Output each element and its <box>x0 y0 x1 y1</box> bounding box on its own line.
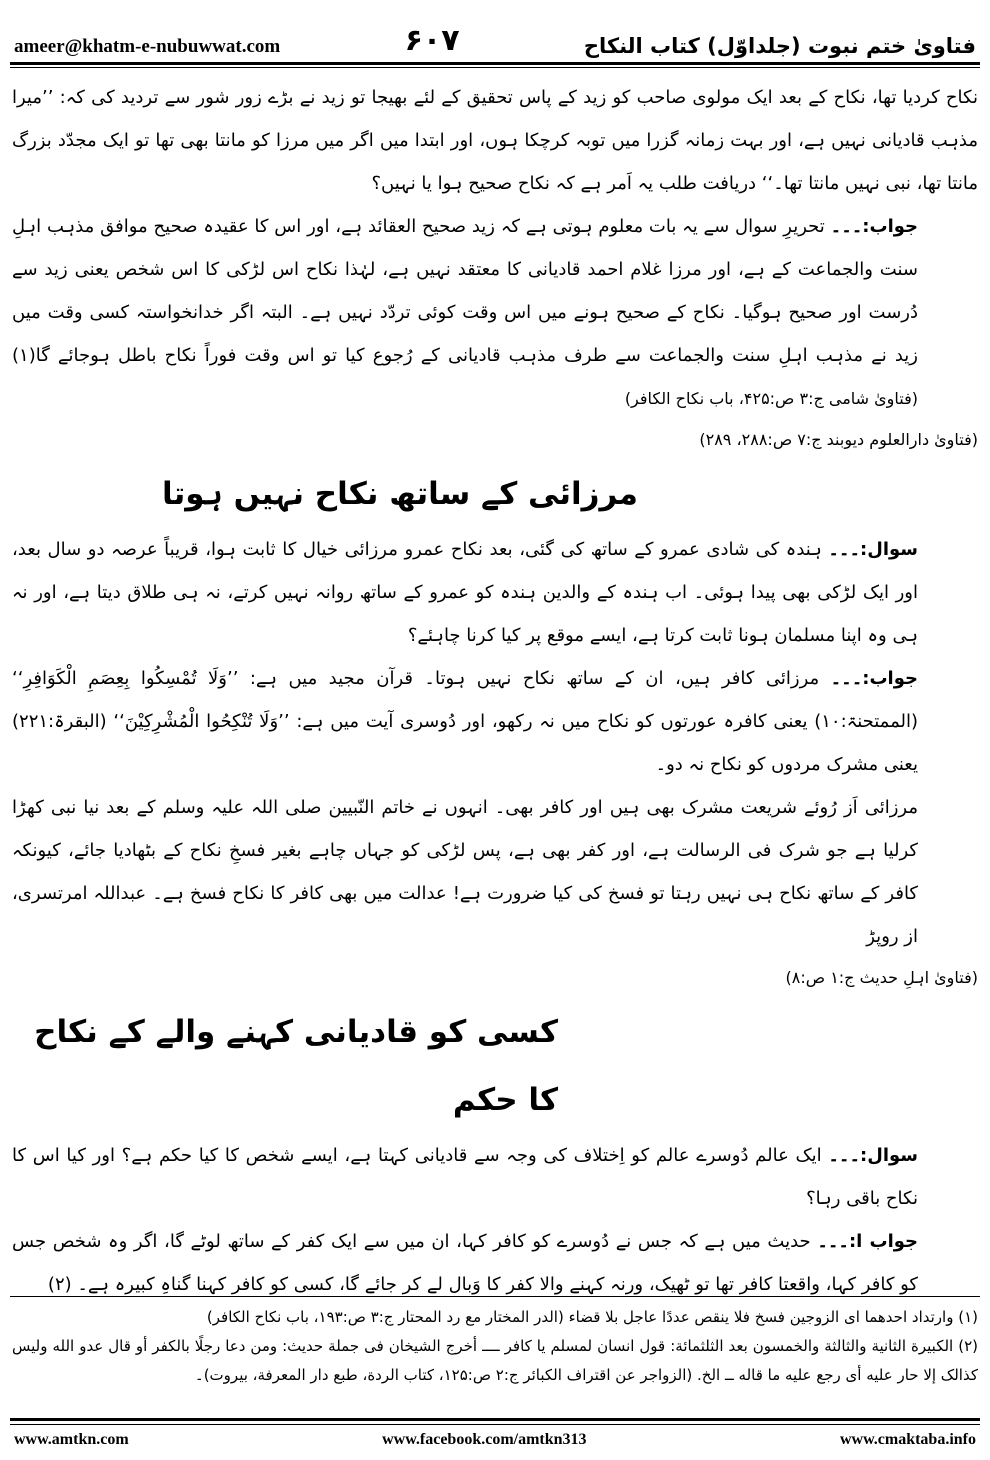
answer-text: مرزائی کافر ہیں، ان کے ساتھ نکاح نہیں ہوتا۔ قرآن مجید میں ہے: ’’وَلَا تُمْسِكُوا بِعِصَمِ الْكَوَافِرِ‘‘ (الممتحنۃ:۱۰) یعنی کافرہ عورتوں کو نکاح میں نہ رکھو، اور دُوسری آیت میں ہے: ’’وَلَا تُنْكِحُوا الْمُشْرِكِيْنَ‘‘ (البقرۃ:۲۲۱) یعنی مشرک مردوں کو نکاح نہ دو۔ <box>12 668 918 775</box>
section-2-question <box>12 528 978 657</box>
header-rule <box>10 62 980 65</box>
answer-text: حدیث میں ہے کہ جس نے دُوسرے کو کافر کہا، ان میں سے ایک کفر کے ساتھ لوٹے گا، اگر وہ شخص جس کو کافر کہا، واقعتا کافر تھا تو ٹھیک، ورنہ کہنے والا کفر کا وَبال لے کر جائے گا، کسی کو کافر کہنا گناہِ کبیرہ ہے۔ (۲) <box>12 1231 918 1295</box>
footnotes <box>12 1303 978 1390</box>
section-1-answer <box>12 205 978 420</box>
section-3-answer <box>12 1220 978 1306</box>
answer-label: جواب:۔۔۔ <box>830 668 918 689</box>
section-heading: مرزائی کے ساتھ نکاح نہیں ہوتا <box>161 476 638 512</box>
footer-link-amtkn[interactable]: www.amtkn.com <box>14 1431 129 1448</box>
section-2-reference: (فتاویٰ اہلِ حدیث ج:۱ ص:۸) <box>785 968 978 987</box>
section-2-answer-continued: مرزائی اَز رُوئے شریعت مشرک بھی ہیں اور کافر بھی۔ انہوں نے خاتم النّبیین صلی اللہ علیہ وسلم کے بعد نیا نبی کھڑا کرلیا ہے جو شرک فی الرسالت ہے، اور کفر بھی ہے، پس لڑکی کو جہاں چاہے بغیر فسخِ نکاح کے بٹھادیا جائے، کیونکہ کافر کے ساتھ نکاح ہی نہیں رہتا تو فسخ کی کیا ضرورت ہے! عدالت میں بھی کافر کا نکاح فسخ ہے۔ عبداللہ امرتسری، از روپڑ <box>12 797 918 947</box>
section-heading: کسی کو قادیانی کہنے والے کے نکاح کا حکم <box>34 1014 558 1118</box>
footer-link-cmaktaba[interactable]: www.cmaktaba.info <box>839 1431 976 1448</box>
footer-link-facebook[interactable]: www.facebook.com/amtkn313 <box>382 1431 587 1448</box>
citation: (فتاویٰ شامی ج:۳ ص:۴۲۵، باب نکاح الکافر) <box>624 389 918 408</box>
question-text: ہندہ کی شادی عمرو کے ساتھ کی گئی، بعد نکاح عمرو مرزائی خیال کا ثابت ہوا، قریباً عرصہ دو سال بعد، اور ایک لڑکی بھی پیدا ہوئی۔ اب ہندہ کے والدین ہندہ کو عمرو کے ساتھ روانہ نہیں کرتے، نہ ہی طلاق دیتا ہے، اور نہ ہی وہ اپنا مسلمان ہونا ثابت کرتا ہے، ایسے موقع پر کیا کرنا چاہئے؟ <box>12 539 918 646</box>
question-text: ایک عالم دُوسرے عالم کو اِختلاف کی وجہ سے قادیانی کہتا ہے، ایسے شخص کا کیا حکم ہے؟ اور کیا اس کا نکاح باقی رہا؟ <box>12 1145 918 1209</box>
section-2-answer <box>12 657 978 786</box>
footer-rule <box>10 1418 980 1421</box>
question-label: سوال:۔۔۔ <box>828 539 918 560</box>
book-title: فتاویٰ ختم نبوت (جلداوّل) کتاب النکاح <box>583 34 976 58</box>
main-text <box>12 76 978 1306</box>
page-number: ۶۰۷ <box>404 23 460 58</box>
answer-label: جواب:۔۔۔ <box>830 216 918 237</box>
answer-label: جواب ا:۔۔۔ <box>817 1231 918 1252</box>
answer-text: تحریرِ سوال سے یہ بات معلوم ہوتی ہے کہ زید صحیح العقائد ہے، اور اس کا عقیدہ صحیح موافق مذہب اہلِ سنت والجماعت کے ہے، اور مرزا غلام احمد قادیانی کا معتقد نہیں ہے، لہٰذا نکاح اس لڑکی کا اس شخص یعنی زید سے دُرست اور صحیح ہوگیا۔ نکاح کے صحیح ہونے میں اس وقت کوئی تردّد نہیں ہے۔ البتہ اگر خدانخواستہ کسی وقت میں زید نے مذہب اہلِ سنت والجماعت سے طرف مذہب قادیانی کے رُجوع کیا تو اس وقت فوراً نکاح باطل ہوجائے گا(۱) <box>12 216 918 366</box>
question-label: سوال:۔۔۔ <box>828 1145 918 1166</box>
header-email[interactable]: ameer@khatm-e-nubuwwat.com <box>14 36 281 57</box>
header-rule-thin <box>10 67 980 68</box>
section-3-question <box>12 1134 978 1220</box>
footer-rule-thin <box>10 1424 980 1425</box>
footnote-2: (۲) الکبیرة الثانیة والثالثة والخمسون بعد الثلثمائة: قول انسان لمسلم یا کافر ــــ أخرج الشیخان فی جملة حدیث: ومن دعا رجلًا بالکفر أو قال عدو الله ولیس کذالک إلا حار علیه أی رجع علیه ما قاله ــ الخ. (الزواجر عن اقتراف الکبائر ج:۲ ص:۱۲۵، کتاب الردة، طبع دار المعرفة، بیروت)۔ <box>12 1337 978 1384</box>
section-1-reference: (فتاویٰ دارالعلوم دیوبند ج:۷ ص:۲۸۸، ۲۸۹) <box>699 430 978 449</box>
footnote-1: (۱) وارتداد احدهما ای الزوجین فسخ فلا ینقص عددًا عاجل بلا قضاء (الدر المختار مع رد المحتار ج:۳ ص:۱۹۳، باب نکاح الکافر) <box>206 1308 978 1326</box>
page-header <box>14 22 976 58</box>
section-1-intro: نکاح کردیا تھا، نکاح کے بعد ایک مولوی صاحب کو زید کے پاس تحقیق کے لئے بھیجا تو زید نے بڑے زور شور سے تردید کی کہ: ’’میرا مذہب قادیانی نہیں ہے، اور بہت زمانہ گزرا میں توبہ کرچکا ہوں، اور ابتدا میں اگر میں مرزا کو مانتا بھی تھا تو ایک مجدّد بزرگ مانتا تھا، نبی نہیں مانتا تھا۔‘‘ دریافت طلب یہ اَمر ہے کہ نکاح صحیح ہوا یا نہیں؟ <box>12 87 978 194</box>
page-footer <box>14 1428 976 1452</box>
footnote-rule <box>10 1296 980 1297</box>
